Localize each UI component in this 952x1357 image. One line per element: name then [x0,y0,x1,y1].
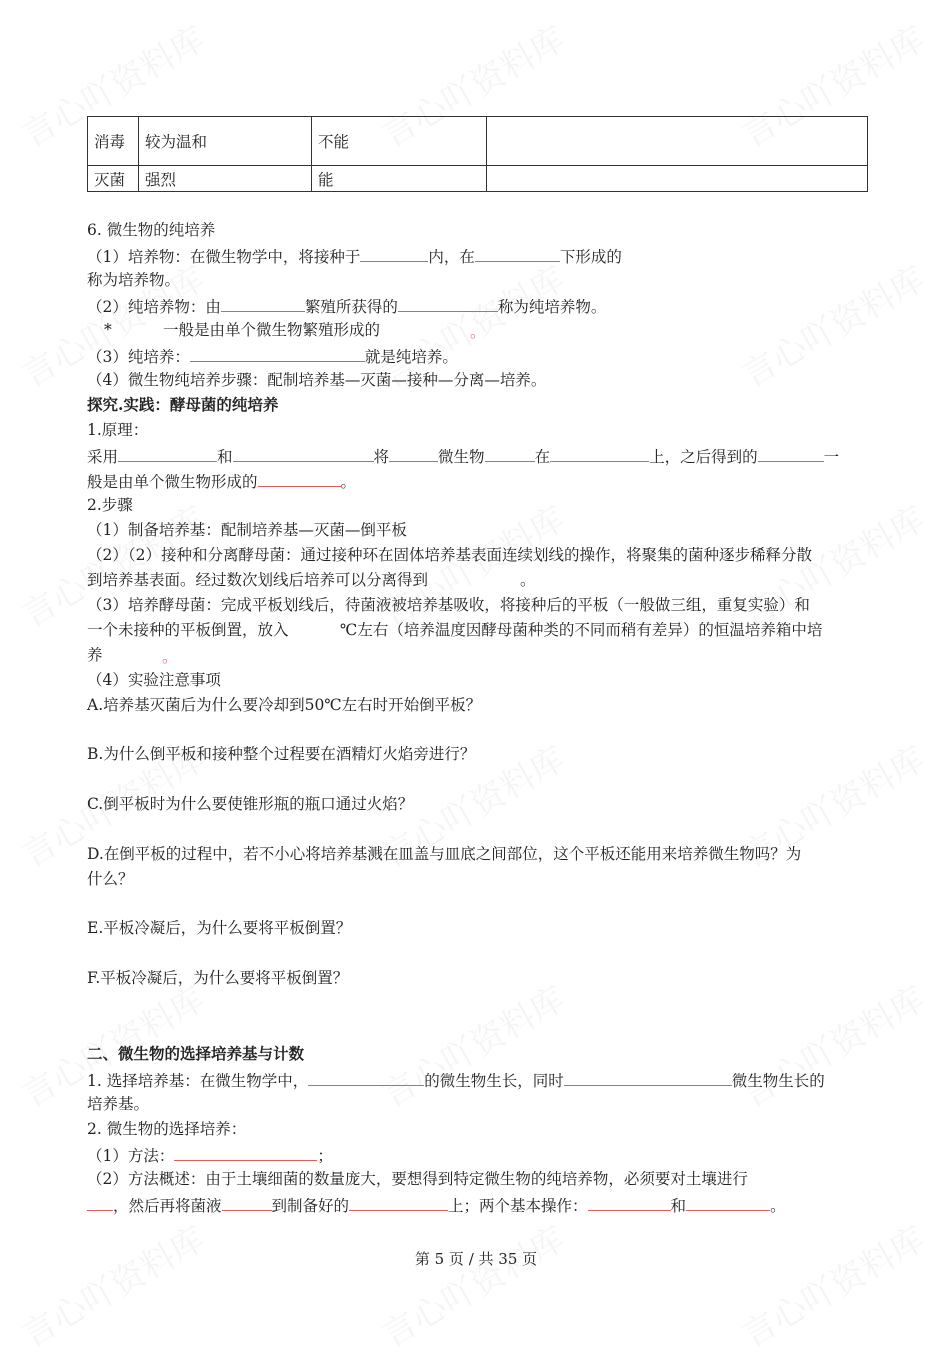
blank [485,445,535,462]
paragraph: 培养基。 [87,1095,150,1113]
text: 到制备好的 [271,1197,350,1215]
blank [308,1069,424,1086]
watermark-text [731,972,932,1116]
text: 上，之后得到的 [649,448,758,466]
page-footer: 第 5 页 / 共 35 页 [414,1250,538,1268]
note-star: * [104,321,112,339]
question: D.在倒平板的过程中，若不小心将培养基溅在皿盖与皿底之间部位，这个平板还能用来培养微生物吗？为 [87,845,802,863]
paragraph: （1）制备培养基：配制培养基—灭菌—倒平板 [87,521,407,539]
table-cell: 消毒 [88,117,139,166]
text: （3）纯培养： [87,348,190,366]
text: 和 [670,1197,687,1215]
watermark-text [731,252,932,396]
text: 般是由单个微生物形成的 [87,473,258,491]
table-cell: 不能 [312,117,487,166]
text: （1）方法： [87,1147,175,1165]
blank [190,345,365,362]
section-heading: 探究.实践：酵母菌的纯培养 [87,395,279,414]
red-period: 。 [470,323,486,341]
blank [686,1194,770,1211]
watermark-text [371,972,572,1116]
paragraph: （2）方法概述：由于土壤细菌的数量庞大，要想得到特定微生物的纯培养物，必须要对土壤进行 [87,1170,748,1188]
blank [564,1069,732,1086]
watermark-text [731,1212,932,1356]
subheading: 1.原理： [87,421,149,439]
table-row [88,166,868,192]
table-cell: 强烈 [139,166,312,192]
disinfection-sterilization-table [87,116,868,192]
text: 就是纯培养。 [364,348,458,366]
paragraph: 一个未接种的平板倒置，放入 [87,621,289,639]
paragraph: （4）实验注意事项 [87,671,221,689]
question: B.为什么倒平板和接种整个过程要在酒精灯火焰旁进行？ [87,745,476,763]
text: 采用 [87,448,119,466]
text: 繁殖所获得的 [304,298,398,316]
blank [221,295,305,312]
text: （2）纯培养物：由 [87,298,221,316]
blank [233,445,374,462]
paragraph [87,445,839,467]
table-row [88,117,868,166]
text: 。 [340,473,357,491]
paragraph: （3）培养酵母菌：完成平板划线后，待菌液被培养基吸收，将接种后的平板（一般做三组，重复实验）和 [87,596,810,614]
question: A.培养基灭菌后为什么要冷却到50℃左右时开始倒平板？ [87,696,482,714]
text: 内，在 [428,248,475,266]
note-text: 一般是由单个微生物繁殖形成的 [163,321,381,339]
paragraph [87,245,622,267]
blank [118,445,217,462]
table-cell: 灭菌 [88,166,139,192]
text: （1）培养物：在微生物学中，将接种于 [87,248,361,266]
blank [222,1194,272,1211]
text: 和 [217,448,233,466]
red-period: 。 [162,648,178,666]
paragraph: （4）微生物纯培养步骤：配制培养基—灭菌—接种—分离—培养。 [87,371,547,389]
text: 1. 选择培养基：在微生物学中， [87,1072,309,1090]
blank [360,245,428,262]
blank [258,470,341,487]
table-cell: 较为温和 [139,117,312,166]
blank [475,245,560,262]
text: ，然后再将菌液 [113,1197,222,1215]
text: 将 [373,448,390,466]
table-cell [487,166,868,192]
paragraph [87,295,606,317]
paragraph: 称为培养物。 [87,271,181,289]
question: E.平板冷凝后，为什么要将平板倒置？ [87,919,352,937]
text: 一 [823,448,840,466]
paragraph [87,345,458,367]
paragraph: 到培养基表面。经过数次划线后培养可以分离得到 [87,571,429,589]
blank [758,445,824,462]
blank [87,1194,113,1211]
text: 的微生物生长，同时 [424,1072,564,1090]
question: 什么？ [87,870,134,888]
paragraph [87,1194,786,1216]
paragraph: ℃左右（培养温度因酵母菌种类的不同而稍有差异）的恒温培养箱中培 [340,621,823,639]
subheading: 2.步骤 [87,496,133,514]
section-heading: 二、微生物的选择培养基与计数 [87,1044,305,1063]
text: ； [317,1147,333,1165]
blank [174,1144,317,1161]
question: F.平板冷凝后，为什么要将平板倒置？ [87,969,349,987]
paragraph [87,1069,825,1091]
blank [349,1194,448,1211]
text: 。 [770,1197,786,1215]
paragraph [87,1144,333,1166]
table-cell [487,117,868,166]
text: 微生物生长的 [731,1072,825,1090]
question: C.倒平板时为什么要使锥形瓶的瓶口通过火焰？ [87,795,414,813]
blank [389,445,438,462]
text: 称为纯培养物。 [497,298,607,316]
text: 微生物 [438,448,485,466]
blank [550,445,649,462]
paragraph: （2）（2）接种和分离酵母菌：通过接种环在固体培养基表面连续划线的操作，将聚集的菌种逐步稀释分散 [87,546,812,564]
period: 。 [520,571,536,589]
blank [588,1194,671,1211]
watermark-text [11,1212,212,1356]
section-heading: 6. 微生物的纯培养 [87,221,216,239]
paragraph: 2. 微生物的选择培养： [87,1120,247,1138]
table-cell: 能 [312,166,487,192]
text: 上；两个基本操作： [448,1197,588,1215]
text: 在 [534,448,551,466]
paragraph: 养 [87,646,103,664]
text: 下形成的 [559,248,622,266]
watermark-text [371,1212,572,1356]
paragraph [87,470,356,492]
blank [398,295,498,312]
